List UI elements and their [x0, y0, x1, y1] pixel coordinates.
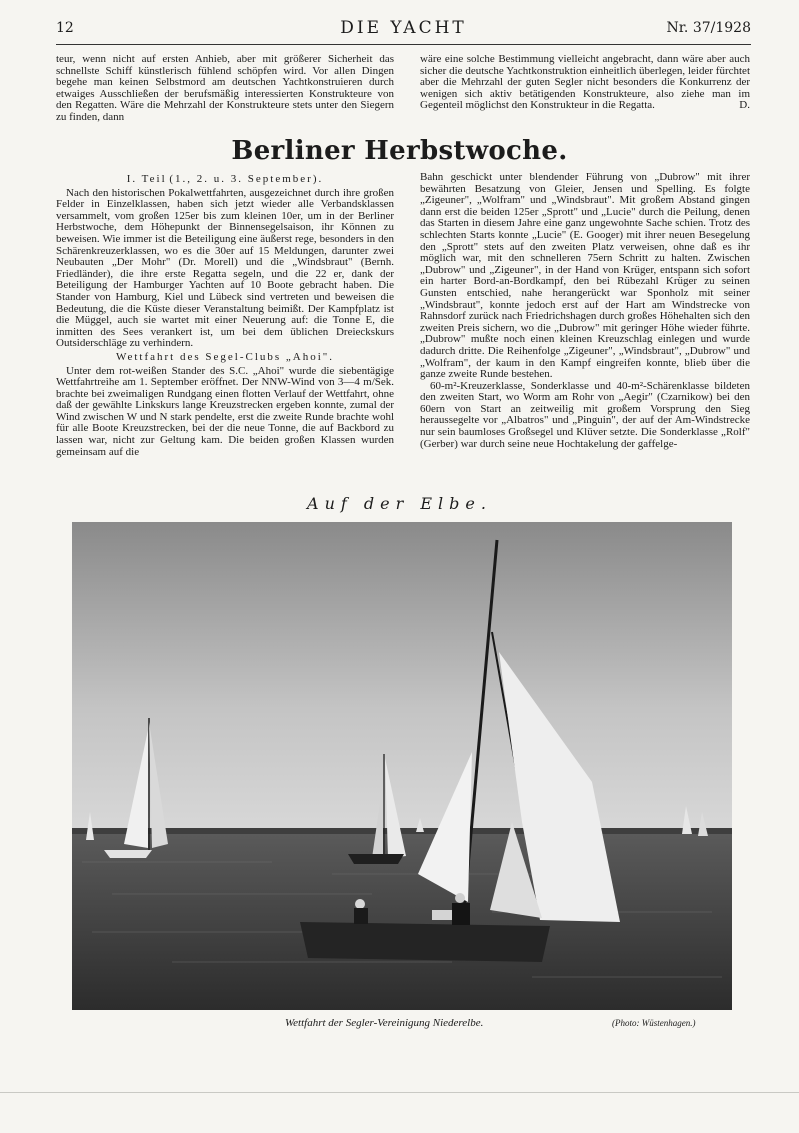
- article-paragraph: Unter dem rot-weißen Stander des S.C. „Ahoi" wurde die siebentägige Wettfahrtreihe am 1. September eröffnet. Der NNW-Wind von 3—4 m/Sek. brachte bei zweimaligen Rundgang einen flotten Verlauf der Wettfahrt, ohne daß der gewählte Linkskurs lange Kreuzstrecken ergeben konnte, zumal der Wind zwischen W und N stark pendelte, erst die zweite Runde brachte wohl für alle Boote Kreuzstrecken, bei der die neue Tonne, die auf Backbord zu lassen war, nicht zur Geltung kam. Die beiden großen Klassen wurden gemeinsam auf die: [56, 364, 394, 458]
- article-column-left: [56, 172, 394, 482]
- intro-text-left: teur, wenn nicht auf ersten Anhieb, aber mit größerer Sicherheit das schnellste Schiff künstlerisch fühlend schöpfen wird. Vor allen Dingen begehe man keinen Selbstmord am deutschen Yachtkonstruieren durch etwaiges Ausschließen der berufsmäßig interessierten Konstrukteure von den Regatten. Wäre die Mehrzahl der Konstrukteure stets unter den Siegern zu finden, dann: [56, 53, 394, 123]
- page-header: [56, 18, 751, 40]
- article-column-right: [420, 172, 750, 482]
- page-number: 12: [56, 20, 74, 36]
- footer-rule: [0, 1092, 799, 1093]
- intro-column-right: [420, 54, 750, 124]
- figure-caption: Wettfahrt der Segler-Vereinigung Niederelbe.: [285, 1017, 484, 1029]
- article-paragraph: Bahn geschickt unter blendender Führung von „Dubrow" mit ihrer bewährten Besatzung von Gleier, Jensen und Spelling. Es folgte „Zigeuner", „Wolfram" und „Windsbraut". Mit großem Abstand gingen dann erst die beiden 125er „Sprott" und „Lucie" durch die Peilung, denen das Starten in diesem Jahre eine ganz ungewohnte Sache schien. Trotz des schlechten Starts konnte „Lucie" (E. Googer) mit ihrer neuen Besegelung den „Sprott" stets auf den zweiten Platz verweisen, ohne daß es ihr möglich war, mit den schnelleren 75ern Schritt zu halten. Zwischen „Dubrow" und „Zigeuner", in der Hand von Krüger, entspann sich sofort ein harter Bord-an-Bordkampf, den bei Rübezahl Krüger zu seinen Gunsten entschied, nahe herangerückt war Sponholz mit seiner „Windsbraut", konnte jedoch erst auf der Hart am Windstrecke von Rahnsdorf zurück nach Friedrichshagen durch großes Höhehalten sich den zweiten Preis sichern, wo die „Dubrow" mit geringer Höhe wieder führte. „Dubrow" mußte noch einen kleinen Kreuzschlag einlegen und wurde dadurch dritte. Die Reihenfolge „Zigeuner", „Windsbraut", „Dubrow" und „Wolfram", der kaum in den Kampf eingreifen konnte, blieb über die ganze zweite Runde bestehen.: [420, 172, 750, 381]
- figure-title: Auf der Elbe.: [307, 494, 492, 513]
- intro-column-left: [56, 54, 394, 124]
- part-heading: I. Teil (1., 2. u. 3. September).: [126, 173, 324, 185]
- magazine-title: DIE YACHT: [340, 18, 467, 38]
- signature: D.: [739, 99, 750, 112]
- sailing-photo-illustration: [72, 522, 732, 1010]
- issue-number: Nr. 37/1928: [666, 20, 751, 36]
- intro-text-right: wäre eine solche Bestimmung vielleicht angebracht, dann wäre aber auch sicher die deutsche Yachtkonstruktion einheitlich überlegen, leider fürchtet aber die Mehrzahl der guten Segler nicht besonders die Konkurrenz der wenigen sich aktiv betätigenden Konstrukteure, also ziehe man im Gegenteil möglichst den Konstrukteur in die Regatta. D.: [420, 53, 750, 112]
- section-subheading: Wettfahrt des Segel-Clubs „Ahoi".: [115, 350, 335, 363]
- photo-credit: (Photo: Wüstenhagen.): [612, 1018, 696, 1028]
- header-rule: [56, 44, 751, 45]
- article-paragraph: Nach den historischen Pokalwettfahrten, ausgezeichnet durch ihre großen Felder in Einzelklassen, haben sich jetzt wieder alle Verbandsklassen versammelt, vom großen 125er bis zum kleinen 10er, um in der Berliner Herbstwoche, dem Höhepunkt der Binnensegelsaison, ihr Können zu beweisen. Wie immer ist die Beteiligung eine äußerst rege, besonders in den Schärenkreuzerklassen, wo es die 30er auf 15 Meldungen, darunter zwei Neubauten „Der Mohr" (Dr. Morell) und die „Windsbraut" (Bernh. Friedländer), die ihre erste Regatta segeln, und die 22 er, dank der Beteiligung der Hamburger Yachten auf 10 Boote gebracht haben. Die Stander von Hamburg, Kiel und Lübeck sind vertreten und beweisen die Bedeutung, die die Küste dieser Veranstaltung beimißt. Der Kampfplatz ist die Müggel, auch sie wartet mit einer Neuerung auf: die Tonne E, die inmitten des Sees verankert ist, um bei dem üblichen Dreieckskurs Outsiderschläge zu verhindern.: [56, 186, 394, 350]
- article-paragraph: 60-m²-Kreuzerklasse, Sonderklasse und 40-m²-Schärenklasse bildeten den zweiten Start, wo Worm am Rohr von „Aegir" (Czarnikow) bei den 60ern von Start an zeitweilig mit großem Vorsprung den Sieg heraussegelte vor „Albatros" und „Pinguin", der auf der Am-Windstrecke nur sein baumloses Großsegel und Klüver setzte. Die Sonderklasse „Rolf" (Gerber) war durch seine neue Hochtakelung der gaffelge-: [420, 379, 750, 450]
- sailing-photo: [72, 522, 732, 1010]
- article-headline: Berliner Herbstwoche.: [231, 136, 568, 166]
